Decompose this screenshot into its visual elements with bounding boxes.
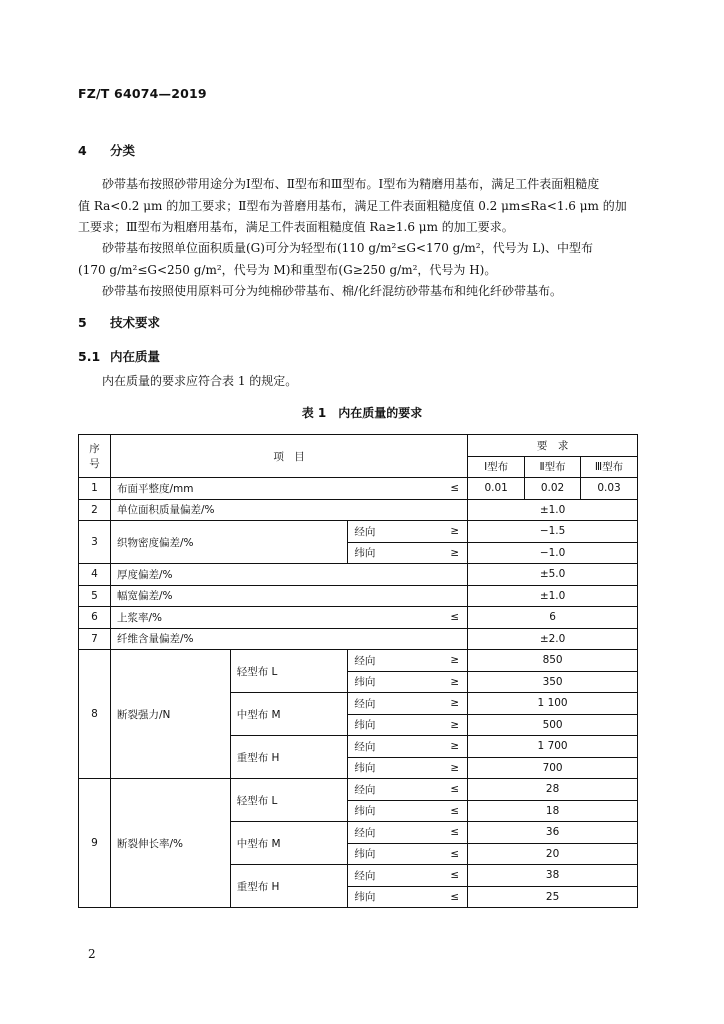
row-symbol: ≥ <box>441 671 468 693</box>
table-row <box>79 478 638 500</box>
p2-line-1: 砂带基布按照单位面积质量(G)可分为轻型布(110 g/m²≤G<170 g/m²，代号为 L)、中型布 <box>102 241 594 255</box>
row-fabric-type: 重型布 H <box>230 736 348 779</box>
section-5-1-heading <box>78 347 160 365</box>
row-item: 断裂伸长率/% <box>110 779 230 908</box>
row-value: 6 <box>468 607 638 629</box>
section-4-title: 分类 <box>110 143 136 158</box>
row-item: 单位面积质量偏差/% <box>110 499 467 521</box>
p3-line: 砂带基布按照使用原料可分为纯棉砂带基布、棉/化纤混纺砂带基布和纯化纤砂带基布。 <box>102 284 563 298</box>
row-value-type-3: 0.03 <box>581 478 638 500</box>
table-row <box>79 628 638 650</box>
table-header-row <box>79 435 638 457</box>
section-5-title: 技术要求 <box>110 315 161 330</box>
row-symbol: ≥ <box>441 693 468 715</box>
row-value-warp: −1.5 <box>468 521 638 543</box>
row-no: 4 <box>79 564 111 586</box>
row-symbol: ≤ <box>441 886 468 908</box>
row-fabric-type: 重型布 H <box>230 865 348 908</box>
row-no: 1 <box>79 478 111 500</box>
quality-requirements-table <box>78 434 638 908</box>
section-4-paragraph-1 <box>78 174 646 239</box>
row-item: 厚度偏差/% <box>110 564 467 586</box>
row-value-weft: 18 <box>468 800 638 822</box>
row-symbol: ≤ <box>441 607 468 629</box>
section-5-number: 5 <box>78 315 87 330</box>
section-5-1-title: 内在质量 <box>110 349 161 364</box>
row-value: ±1.0 <box>468 499 638 521</box>
row-fabric-type: 中型布 M <box>230 693 348 736</box>
row-direction-weft: 纬向 <box>348 757 441 779</box>
row-direction-warp: 经向 <box>348 693 441 715</box>
row-value: ±5.0 <box>468 564 638 586</box>
row-symbol: ≥ <box>441 542 468 564</box>
p1-line-2: 值 Ra<0.2 μm 的加工要求；Ⅱ型布为普磨用基布，满足工件表面粗糙度值 0.2 μm≤Ra<1.6 μm 的加 <box>78 198 627 213</box>
row-value-warp: 1 100 <box>468 693 638 715</box>
p1-line-3: 工要求；Ⅲ型布为粗磨用基布，满足工件表面粗糙度值 Ra≥1.6 μm 的加工要求。 <box>78 220 514 234</box>
row-value-weft: 700 <box>468 757 638 779</box>
row-symbol: ≤ <box>441 478 468 500</box>
section-4-number: 4 <box>78 143 87 158</box>
row-symbol: ≤ <box>441 800 468 822</box>
row-direction-weft: 纬向 <box>348 800 441 822</box>
row-value-type-1: 0.01 <box>468 478 525 500</box>
row-direction-warp: 经向 <box>348 865 441 887</box>
section-5-1-paragraph <box>78 371 646 393</box>
header-no: 序号 <box>79 435 111 478</box>
row-value-warp: 850 <box>468 650 638 672</box>
row-value-warp: 1 700 <box>468 736 638 758</box>
row-value-warp: 36 <box>468 822 638 844</box>
row-no: 9 <box>79 779 111 908</box>
section-5-heading <box>78 313 160 331</box>
row-item: 织物密度偏差/% <box>110 521 347 564</box>
table-row <box>79 607 638 629</box>
row-item: 断裂强力/N <box>110 650 230 779</box>
row-direction-warp: 经向 <box>348 650 441 672</box>
row-item: 布面平整度/mm <box>110 478 440 500</box>
row-symbol: ≤ <box>441 822 468 844</box>
row-direction-warp: 经向 <box>348 736 441 758</box>
section-5-1-number: 5.1 <box>78 349 101 364</box>
row-symbol: ≥ <box>441 714 468 736</box>
section-5-1-text: 内在质量的要求应符合表 1 的规定。 <box>102 374 298 388</box>
header-type-1: Ⅰ型布 <box>468 456 525 478</box>
row-item: 上浆率/% <box>110 607 440 629</box>
row-symbol: ≥ <box>441 650 468 672</box>
row-symbol: ≤ <box>441 779 468 801</box>
section-4-heading <box>78 141 135 159</box>
row-direction-weft: 纬向 <box>348 714 441 736</box>
row-value-weft: 350 <box>468 671 638 693</box>
row-direction-weft: 纬向 <box>348 542 441 564</box>
p2-line-2: (170 g/m²≤G<250 g/m²，代号为 M)和重型布(G≥250 g/m²，代号为 H)。 <box>78 262 497 277</box>
row-direction-warp: 经向 <box>348 521 441 543</box>
row-direction-warp: 经向 <box>348 779 441 801</box>
row-no: 8 <box>79 650 111 779</box>
row-direction-weft: 纬向 <box>348 886 441 908</box>
row-value-weft: −1.0 <box>468 542 638 564</box>
row-no: 6 <box>79 607 111 629</box>
row-item: 纤维含量偏差/% <box>110 628 467 650</box>
row-value-warp: 38 <box>468 865 638 887</box>
row-fabric-type: 中型布 M <box>230 822 348 865</box>
row-no: 7 <box>79 628 111 650</box>
row-value-type-2: 0.02 <box>525 478 581 500</box>
table-row <box>79 521 638 543</box>
header-requirement: 要 求 <box>468 435 638 457</box>
row-fabric-type: 轻型布 L <box>230 779 348 822</box>
row-fabric-type: 轻型布 L <box>230 650 348 693</box>
row-direction-weft: 纬向 <box>348 671 441 693</box>
header-item: 项 目 <box>110 435 467 478</box>
row-direction-weft: 纬向 <box>348 843 441 865</box>
table-row <box>79 650 638 672</box>
standard-number: FZ/T 64074—2019 <box>78 86 207 101</box>
row-value: ±2.0 <box>468 628 638 650</box>
row-symbol: ≥ <box>441 757 468 779</box>
row-symbol: ≤ <box>441 843 468 865</box>
row-no: 5 <box>79 585 111 607</box>
row-value-weft: 25 <box>468 886 638 908</box>
p1-line-1: 砂带基布按照砂带用途分为Ⅰ型布、Ⅱ型布和Ⅲ型布。Ⅰ型布为精磨用基布，满足工件表面粗糙度 <box>102 177 600 191</box>
table-row <box>79 499 638 521</box>
row-value-warp: 28 <box>468 779 638 801</box>
page-number: 2 <box>88 947 96 961</box>
header-type-3: Ⅲ型布 <box>581 456 638 478</box>
table-row <box>79 564 638 586</box>
row-value: ±1.0 <box>468 585 638 607</box>
section-4-paragraph-2 <box>78 238 646 281</box>
header-type-2: Ⅱ型布 <box>525 456 581 478</box>
row-symbol: ≤ <box>441 865 468 887</box>
row-symbol: ≥ <box>441 521 468 543</box>
section-4-paragraph-3 <box>78 281 646 303</box>
row-no: 2 <box>79 499 111 521</box>
row-direction-warp: 经向 <box>348 822 441 844</box>
row-value-weft: 20 <box>468 843 638 865</box>
row-symbol: ≥ <box>441 736 468 758</box>
row-value-weft: 500 <box>468 714 638 736</box>
table-row <box>79 585 638 607</box>
table-caption: 表 1 内在质量的要求 <box>301 406 423 420</box>
row-item: 幅宽偏差/% <box>110 585 467 607</box>
table-row <box>79 779 638 801</box>
row-no: 3 <box>79 521 111 564</box>
